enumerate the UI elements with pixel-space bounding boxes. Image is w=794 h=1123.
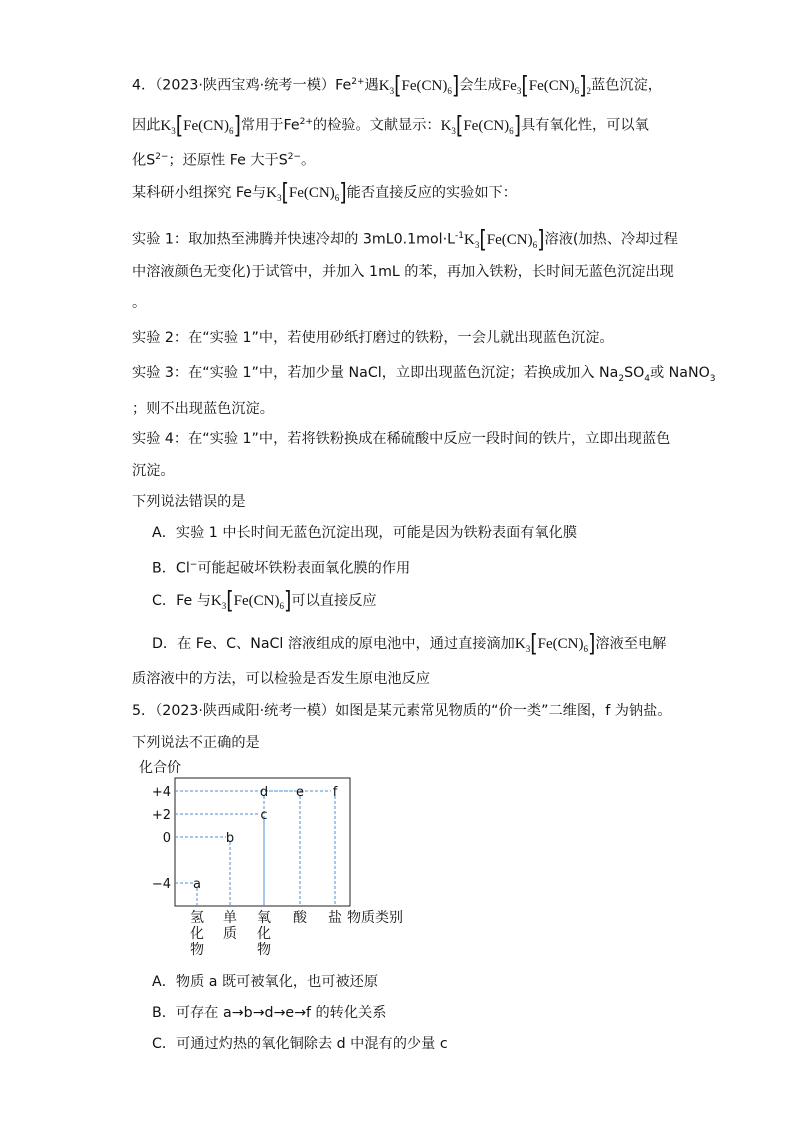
- x-category-label-2-char: 质: [223, 926, 237, 942]
- q4-exp1-line-1: [132, 226, 678, 255]
- text: 能否直接反应的实验如下：: [346, 185, 517, 201]
- x-category-label-2-char: 单: [223, 910, 237, 926]
- text: 可以直接反应: [291, 593, 377, 609]
- formula-k3fecn6: [266, 179, 347, 207]
- text: K: [440, 117, 452, 134]
- x-category-label-1-char: 物: [190, 942, 204, 958]
- q4-source: （2023·陕西宝鸡·统考一模）: [155, 77, 336, 94]
- text: 某科研小组探究 Fe与: [132, 185, 267, 201]
- text: 常用于Fe: [240, 117, 300, 134]
- sub: 2: [618, 373, 625, 384]
- sup: -1: [455, 231, 465, 241]
- point-e: e: [296, 785, 304, 800]
- q5-number: 5．: [132, 703, 156, 719]
- bracket: ]: [339, 179, 347, 207]
- text: 蓝色沉淀，: [591, 77, 662, 94]
- bracket: [: [281, 179, 289, 207]
- text: Fe(CN): [537, 636, 584, 652]
- q4-line-3: [132, 147, 315, 171]
- q4-number: 4．: [132, 77, 156, 94]
- bracket: [: [226, 587, 234, 615]
- formula-k3fecn6: [210, 587, 292, 615]
- q4-line-4: [132, 179, 517, 208]
- q4-option-a: A．实验 1 中长时间无蓝色沉淀出现，可能是因为铁粉表面有氧化膜: [152, 525, 578, 541]
- sub: 6: [334, 193, 340, 203]
- text: 化S: [132, 152, 156, 169]
- q4-line-1: [132, 72, 662, 101]
- point-f: f: [332, 785, 338, 800]
- text: 因此: [132, 117, 161, 134]
- q4-option-b: [152, 555, 410, 579]
- bracket: ]: [587, 630, 596, 658]
- text: 溶液至电解: [595, 636, 667, 652]
- q4-stem: 下列说法错误的是: [132, 494, 246, 510]
- q4-exp1-line-3: 。: [132, 295, 147, 311]
- q5-stem: 下列说法不正确的是: [132, 735, 260, 751]
- text: C．Fe 与: [152, 593, 211, 609]
- bracket: ]: [537, 225, 545, 254]
- sub: 6: [447, 85, 452, 96]
- text: K: [266, 185, 277, 201]
- text: 溶液(加热、冷却过程: [544, 231, 678, 248]
- x-category-label-4-char: 酸: [293, 910, 307, 926]
- q4-line-2: [132, 112, 649, 141]
- q5-option-c: C．可通过灼热的氧化铜除去 d 中混有的少量 c: [152, 1036, 448, 1052]
- sub: 3: [171, 125, 176, 136]
- sub: 2: [586, 85, 591, 96]
- y-axis-label: 化合价: [139, 760, 181, 776]
- text: 的检验。文献显示：: [312, 117, 441, 134]
- text: ；还原性 Fe 大于S: [168, 152, 288, 169]
- q4-exp4-line-2: 沉淀。: [132, 463, 175, 479]
- sup: −: [189, 560, 198, 570]
- bracket: ]: [513, 111, 522, 140]
- text: K: [464, 231, 475, 248]
- bracket: [: [479, 225, 487, 254]
- sup: 2+: [299, 117, 313, 127]
- x-category-label-1-char: 氢: [190, 910, 204, 926]
- x-category-label-3-char: 氧: [257, 910, 271, 926]
- text: Fe: [501, 77, 517, 94]
- text: K: [378, 77, 390, 94]
- sub: 6: [509, 125, 514, 136]
- q4-option-d-line-2: 质溶液中的方法，可以检验是否发生原电池反应: [132, 671, 430, 687]
- bracket: [: [530, 630, 538, 658]
- text: 或 NaNO: [649, 365, 710, 381]
- text: Fe(CN): [463, 117, 510, 134]
- q5-option-b: B．可存在 a→b→d→e→f 的转化关系: [152, 1005, 387, 1021]
- q4-option-d-line-1: [152, 630, 667, 659]
- x-axis-label: 物质类别: [347, 910, 403, 926]
- sub: 3: [276, 193, 282, 203]
- valence-category-chart: [135, 758, 415, 968]
- text: Fe(CN): [183, 117, 229, 134]
- formula-k3fecn6: [514, 630, 596, 658]
- text: Fe(CN): [233, 593, 280, 609]
- sup: 2+: [351, 77, 365, 87]
- sub: 3: [451, 125, 456, 136]
- text: K: [160, 117, 172, 134]
- q4-exp3-line-1: [132, 363, 716, 389]
- text: 。: [301, 152, 316, 169]
- sub: 3: [709, 373, 716, 384]
- point-b: b: [225, 831, 235, 846]
- sub: 6: [228, 125, 234, 136]
- sub: 6: [583, 644, 588, 654]
- q4-exp4-line-1: 实验 4：在“实验 1”中，若将铁粉换成在稀硫酸中反应一段时间的铁片，立即出现蓝色: [132, 431, 671, 447]
- text: Fe(CN): [528, 77, 575, 94]
- formula-k3fecn6: [440, 111, 522, 140]
- text: 遇: [364, 77, 379, 94]
- point-c: c: [260, 808, 268, 823]
- y-tick-label: +4: [151, 785, 171, 800]
- sub: 6: [279, 601, 284, 611]
- text: K: [514, 636, 526, 652]
- bracket: ]: [579, 71, 587, 100]
- text: 实验 1：取加热至沸腾并快速冷却的 3mL0.1mol·L: [132, 231, 456, 248]
- bracket: ]: [451, 71, 460, 100]
- q5-option-a: A．物质 a 既可被氧化，也可被还原: [152, 974, 379, 990]
- sub: 3: [516, 85, 522, 96]
- text: Fe(CN): [486, 231, 533, 248]
- sub: 3: [221, 601, 227, 611]
- text: B．Cl: [152, 560, 190, 577]
- text: Fe(CN): [288, 185, 335, 201]
- bracket: [: [455, 111, 464, 140]
- formula-k3fecn6: [160, 111, 241, 140]
- sup: 2−: [287, 152, 302, 162]
- q4-exp2: 实验 2：在“实验 1”中，若使用砂纸打磨过的铁粉，一会儿就出现蓝色沉淀。: [132, 330, 614, 346]
- q5-line-1: [132, 701, 671, 721]
- bracket: [: [175, 111, 184, 140]
- formula-k3fecn6: [464, 225, 545, 254]
- y-tick-label: +2: [151, 808, 171, 823]
- y-tick-label: 0: [162, 831, 171, 846]
- bracket: ]: [284, 587, 292, 615]
- point-a: a: [193, 877, 201, 892]
- formula-k3fecn6: [378, 71, 460, 100]
- x-category-label-3-char: 化: [257, 926, 271, 942]
- sub: 6: [574, 85, 580, 96]
- y-tick-label: −4: [151, 877, 171, 892]
- q4-option-c: [152, 587, 377, 616]
- text: 会生成: [459, 77, 502, 94]
- sub: 3: [525, 644, 531, 654]
- text: SO: [624, 365, 645, 381]
- sup: 2−: [155, 152, 169, 162]
- text: 可能起破坏铁粉表面氧化膜的作用: [197, 560, 411, 577]
- text: 具有氧化性，可以氧: [521, 117, 649, 134]
- point-d: d: [259, 785, 269, 800]
- q4-exp3-line-2: ；则不出现蓝色沉淀。: [132, 401, 274, 417]
- text: Fe(CN): [401, 77, 448, 94]
- x-category-label-3-char: 物: [257, 942, 271, 958]
- sub: 3: [389, 85, 395, 96]
- bracket: [: [394, 71, 402, 100]
- text: （2023·陕西咸阳·统考一模）如图是某元素常见物质的“价一类”二维图，f 为钠盐。: [155, 703, 672, 719]
- x-category-label-5-char: 盐: [328, 910, 342, 926]
- text: 实验 3：在“实验 1”中，若加少量 NaCl，立即出现蓝色沉淀；若换成加入 Na: [132, 365, 619, 381]
- sub: 4: [644, 373, 650, 384]
- text: Fe: [335, 77, 352, 94]
- text: D．在 Fe、C、NaCl 溶液组成的原电池中，通过直接滴加: [152, 636, 515, 652]
- bracket: ]: [233, 111, 241, 140]
- sub: 3: [474, 239, 480, 250]
- text: K: [210, 593, 222, 609]
- sub: 6: [532, 239, 538, 250]
- formula-fe3fecn62: [501, 71, 591, 100]
- q4-exp1-line-2: 中溶液颜色无变化)于试管中，并加入 1mL 的苯，再加入铁粉，长时间无蓝色沉淀出现: [132, 264, 674, 280]
- bracket: [: [521, 71, 529, 100]
- x-category-label-1-char: 化: [190, 926, 204, 942]
